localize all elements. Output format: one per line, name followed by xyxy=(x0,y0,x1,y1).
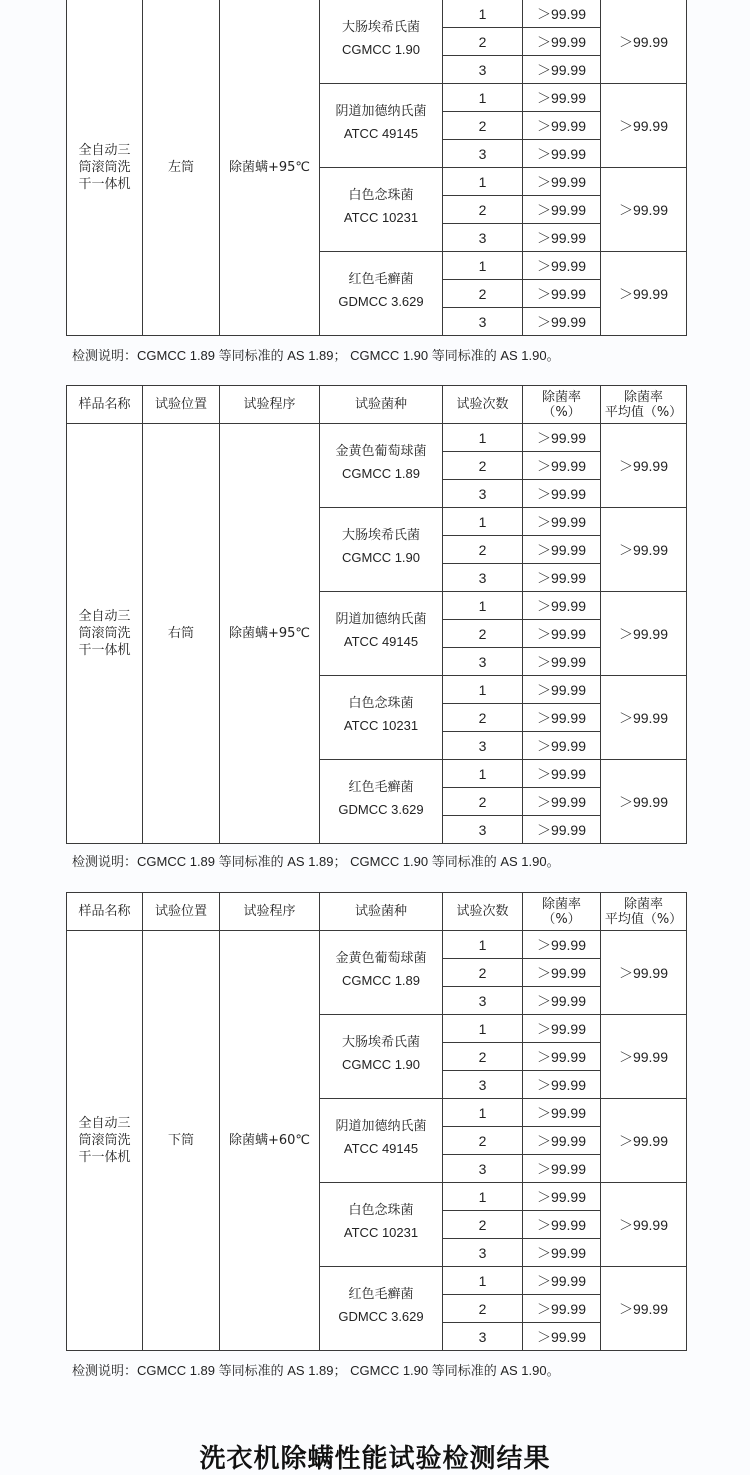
strain-cell xyxy=(320,252,443,336)
strain-code: ATCC 10231 xyxy=(343,1224,419,1240)
trial-number-cell: 2 xyxy=(443,788,523,816)
removal-rate-cell: ＞99.99 xyxy=(523,1211,601,1239)
average-rate-cell: ＞99.99 xyxy=(601,168,687,252)
results-table-bottom-drum xyxy=(66,892,687,1351)
average-rate-cell: ＞99.99 xyxy=(601,84,687,168)
trial-number-cell: 1 xyxy=(443,592,523,620)
test-position-cell: 下筒 xyxy=(143,931,220,1351)
section-title: 洗衣机除螨性能试验检测结果 xyxy=(199,1444,551,1474)
removal-rate-cell: ＞99.99 xyxy=(523,1267,601,1295)
average-rate-cell: ＞99.99 xyxy=(601,760,687,844)
header-average-rate xyxy=(601,386,687,424)
strain-cell xyxy=(320,1267,443,1351)
removal-rate-cell: ＞99.99 xyxy=(523,168,601,196)
header-unit: （%） xyxy=(542,911,581,927)
removal-rate-cell: ＞99.99 xyxy=(523,732,601,760)
test-program-cell: 除菌螨+60℃ xyxy=(220,931,320,1351)
removal-rate-cell: ＞99.99 xyxy=(523,1043,601,1071)
strain-code: CGMCC 1.89 xyxy=(341,465,421,481)
trial-number-cell: 1 xyxy=(443,1015,523,1043)
header-label: 除菌率 xyxy=(541,389,581,405)
removal-rate-cell: ＞99.99 xyxy=(523,140,601,168)
trial-number-cell: 2 xyxy=(443,1043,523,1071)
sample-name-cell: 全自动三筒滚筒洗干一体机 xyxy=(67,931,143,1351)
trial-number-cell: 2 xyxy=(443,452,523,480)
trial-number-cell: 3 xyxy=(443,56,523,84)
sample-name-cell: 全自动三筒滚筒洗干一体机 xyxy=(67,0,143,336)
header-test-program: 试验程序 xyxy=(220,386,320,424)
trial-number-cell: 1 xyxy=(443,1183,523,1211)
removal-rate-cell: ＞99.99 xyxy=(523,1323,601,1351)
average-rate-cell: ＞99.99 xyxy=(601,252,687,336)
trial-number-cell: 2 xyxy=(443,704,523,732)
trial-number-cell: 2 xyxy=(443,112,523,140)
removal-rate-cell: ＞99.99 xyxy=(523,959,601,987)
trial-number-cell: 2 xyxy=(443,1211,523,1239)
strain-cell xyxy=(320,508,443,592)
removal-rate-cell: ＞99.99 xyxy=(523,788,601,816)
trial-number-cell: 1 xyxy=(443,424,523,452)
average-rate-cell: ＞99.99 xyxy=(601,1183,687,1267)
removal-rate-cell: ＞99.99 xyxy=(523,620,601,648)
trial-number-cell: 2 xyxy=(443,1127,523,1155)
trial-number-cell: 1 xyxy=(443,168,523,196)
trial-number-cell: 3 xyxy=(443,140,523,168)
table-header xyxy=(67,893,687,931)
strain-code: GDMCC 3.629 xyxy=(338,801,424,817)
strain-name: 金黄色葡萄球菌 xyxy=(335,950,427,966)
table-row xyxy=(67,931,687,959)
removal-rate-cell: ＞99.99 xyxy=(523,676,601,704)
removal-rate-cell: ＞99.99 xyxy=(523,280,601,308)
removal-rate-cell: ＞99.99 xyxy=(523,224,601,252)
strain-name: 金黄色葡萄球菌 xyxy=(335,443,427,459)
removal-rate-cell: ＞99.99 xyxy=(523,56,601,84)
removal-rate-cell: ＞99.99 xyxy=(523,308,601,336)
strain-code: CGMCC 1.90 xyxy=(341,1056,421,1072)
removal-rate-cell: ＞99.99 xyxy=(523,564,601,592)
header-test-program: 试验程序 xyxy=(220,893,320,931)
header-test-strain: 试验菌种 xyxy=(320,386,443,424)
average-rate-cell: ＞99.99 xyxy=(601,592,687,676)
average-rate-cell: ＞99.99 xyxy=(601,508,687,592)
removal-rate-cell: ＞99.99 xyxy=(523,931,601,959)
trial-number-cell: 2 xyxy=(443,280,523,308)
removal-rate-cell: ＞99.99 xyxy=(523,1295,601,1323)
removal-rate-cell: ＞99.99 xyxy=(523,536,601,564)
header-unit: （%） xyxy=(542,404,581,420)
removal-rate-cell: ＞99.99 xyxy=(523,987,601,1015)
trial-number-cell: 1 xyxy=(443,1267,523,1295)
header-label: 除菌率 xyxy=(623,389,663,405)
header-label: 除菌率 xyxy=(623,896,663,912)
test-note: 检测说明：CGMCC 1.89 等同标准的 AS 1.89； CGMCC 1.90 等同标准的 AS 1.90。 xyxy=(72,854,560,869)
trial-number-cell: 3 xyxy=(443,1323,523,1351)
removal-rate-cell: ＞99.99 xyxy=(523,424,601,452)
sample-name-cell: 全自动三筒滚筒洗干一体机 xyxy=(67,424,143,844)
header-trial-count: 试验次数 xyxy=(443,893,523,931)
strain-cell xyxy=(320,592,443,676)
trial-number-cell: 2 xyxy=(443,28,523,56)
results-table-right-drum xyxy=(66,385,687,844)
strain-cell xyxy=(320,931,443,1015)
strain-code: CGMCC 1.89 xyxy=(341,972,421,988)
header-test-position: 试验位置 xyxy=(143,386,220,424)
removal-rate-cell: ＞99.99 xyxy=(523,112,601,140)
strain-name: 大肠埃希氏菌 xyxy=(341,527,420,543)
test-program-cell: 除菌螨+95℃ xyxy=(220,424,320,844)
trial-number-cell: 3 xyxy=(443,816,523,844)
trial-number-cell: 3 xyxy=(443,732,523,760)
removal-rate-cell: ＞99.99 xyxy=(523,648,601,676)
strain-name: 白色念珠菌 xyxy=(348,187,414,203)
strain-cell xyxy=(320,1183,443,1267)
trial-number-cell: 3 xyxy=(443,480,523,508)
trial-number-cell: 3 xyxy=(443,648,523,676)
strain-cell xyxy=(320,424,443,508)
strain-code: GDMCC 3.629 xyxy=(338,293,424,309)
removal-rate-cell: ＞99.99 xyxy=(523,84,601,112)
removal-rate-cell: ＞99.99 xyxy=(523,480,601,508)
trial-number-cell: 3 xyxy=(443,564,523,592)
trial-number-cell: 3 xyxy=(443,987,523,1015)
table-body xyxy=(67,424,687,844)
removal-rate-cell: ＞99.99 xyxy=(523,508,601,536)
test-position-cell: 左筒 xyxy=(143,0,220,336)
trial-number-cell: 1 xyxy=(443,508,523,536)
strain-name: 大肠埃希氏菌 xyxy=(341,19,420,35)
strain-cell xyxy=(320,0,443,84)
trial-number-cell: 1 xyxy=(443,0,523,28)
trial-number-cell: 1 xyxy=(443,84,523,112)
trial-number-cell: 2 xyxy=(443,196,523,224)
removal-rate-cell: ＞99.99 xyxy=(523,196,601,224)
removal-rate-cell: ＞99.99 xyxy=(523,1239,601,1267)
strain-name: 阴道加德纳氏菌 xyxy=(335,611,427,627)
strain-cell xyxy=(320,676,443,760)
table-body xyxy=(67,931,687,1351)
removal-rate-cell: ＞99.99 xyxy=(523,28,601,56)
strain-code: ATCC 49145 xyxy=(343,633,419,649)
removal-rate-cell: ＞99.99 xyxy=(523,816,601,844)
average-rate-cell: ＞99.99 xyxy=(601,1267,687,1351)
strain-name: 红色毛癣菌 xyxy=(348,1286,414,1302)
trial-number-cell: 3 xyxy=(443,1155,523,1183)
strain-name: 红色毛癣菌 xyxy=(348,271,414,287)
strain-code: ATCC 49145 xyxy=(343,1140,419,1156)
trial-number-cell: 2 xyxy=(443,959,523,987)
removal-rate-cell: ＞99.99 xyxy=(523,1155,601,1183)
test-note: 检测说明：CGMCC 1.89 等同标准的 AS 1.89； CGMCC 1.90 等同标准的 AS 1.90。 xyxy=(72,1363,560,1378)
removal-rate-cell: ＞99.99 xyxy=(523,1183,601,1211)
test-position-cell: 右筒 xyxy=(143,424,220,844)
header-removal-rate xyxy=(523,386,601,424)
strain-cell xyxy=(320,1099,443,1183)
table-header xyxy=(67,386,687,424)
trial-number-cell: 1 xyxy=(443,931,523,959)
header-label: 除菌率 xyxy=(541,896,581,912)
strain-name: 白色念珠菌 xyxy=(348,695,414,711)
results-table-left-drum xyxy=(66,0,687,336)
average-rate-cell: ＞99.99 xyxy=(601,0,687,84)
strain-code: ATCC 49145 xyxy=(343,125,419,141)
removal-rate-cell: ＞99.99 xyxy=(523,1015,601,1043)
table-row xyxy=(67,0,687,28)
header-unit: 平均值（%） xyxy=(604,404,683,420)
trial-number-cell: 3 xyxy=(443,224,523,252)
strain-name: 阴道加德纳氏菌 xyxy=(335,1118,427,1134)
trial-number-cell: 1 xyxy=(443,676,523,704)
strain-name: 阴道加德纳氏菌 xyxy=(335,103,427,119)
strain-code: ATCC 10231 xyxy=(343,717,419,733)
trial-number-cell: 1 xyxy=(443,1099,523,1127)
header-unit: 平均值（%） xyxy=(604,911,683,927)
header-average-rate xyxy=(601,893,687,931)
removal-rate-cell: ＞99.99 xyxy=(523,1099,601,1127)
removal-rate-cell: ＞99.99 xyxy=(523,0,601,28)
removal-rate-cell: ＞99.99 xyxy=(523,1127,601,1155)
average-rate-cell: ＞99.99 xyxy=(601,1015,687,1099)
header-sample-name: 样品名称 xyxy=(67,386,143,424)
removal-rate-cell: ＞99.99 xyxy=(523,592,601,620)
average-rate-cell: ＞99.99 xyxy=(601,931,687,1015)
strain-code: GDMCC 3.629 xyxy=(338,1308,424,1324)
header-removal-rate xyxy=(523,893,601,931)
strain-cell xyxy=(320,84,443,168)
header-test-strain: 试验菌种 xyxy=(320,893,443,931)
removal-rate-cell: ＞99.99 xyxy=(523,704,601,732)
strain-code: ATCC 10231 xyxy=(343,209,419,225)
removal-rate-cell: ＞99.99 xyxy=(523,252,601,280)
trial-number-cell: 3 xyxy=(443,1239,523,1267)
test-note: 检测说明：CGMCC 1.89 等同标准的 AS 1.89； CGMCC 1.90 等同标准的 AS 1.90。 xyxy=(72,348,560,363)
strain-name: 红色毛癣菌 xyxy=(348,779,414,795)
average-rate-cell: ＞99.99 xyxy=(601,676,687,760)
test-program-cell: 除菌螨+95℃ xyxy=(220,0,320,336)
removal-rate-cell: ＞99.99 xyxy=(523,760,601,788)
header-test-position: 试验位置 xyxy=(143,893,220,931)
removal-rate-cell: ＞99.99 xyxy=(523,452,601,480)
trial-number-cell: 1 xyxy=(443,252,523,280)
strain-code: CGMCC 1.90 xyxy=(341,549,421,565)
average-rate-cell: ＞99.99 xyxy=(601,1099,687,1183)
strain-name: 大肠埃希氏菌 xyxy=(341,1034,420,1050)
strain-name: 白色念珠菌 xyxy=(348,1202,414,1218)
table-row xyxy=(67,424,687,452)
trial-number-cell: 2 xyxy=(443,1295,523,1323)
header-sample-name: 样品名称 xyxy=(67,893,143,931)
average-rate-cell: ＞99.99 xyxy=(601,424,687,508)
header-trial-count: 试验次数 xyxy=(443,386,523,424)
trial-number-cell: 3 xyxy=(443,1071,523,1099)
strain-code: CGMCC 1.90 xyxy=(341,41,421,57)
strain-cell xyxy=(320,1015,443,1099)
trial-number-cell: 2 xyxy=(443,536,523,564)
removal-rate-cell: ＞99.99 xyxy=(523,1071,601,1099)
trial-number-cell: 3 xyxy=(443,308,523,336)
strain-cell xyxy=(320,168,443,252)
table-body xyxy=(67,0,687,336)
strain-cell xyxy=(320,760,443,844)
trial-number-cell: 1 xyxy=(443,760,523,788)
trial-number-cell: 2 xyxy=(443,620,523,648)
